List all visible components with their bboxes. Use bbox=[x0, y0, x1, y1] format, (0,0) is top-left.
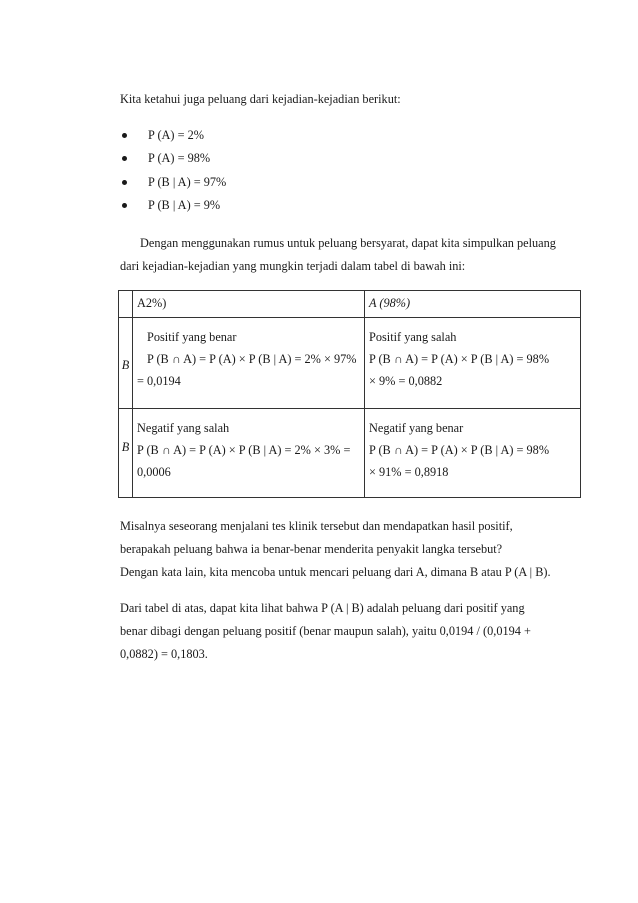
paragraph-answer bbox=[120, 597, 580, 666]
table-header-cell: A (98%) bbox=[365, 291, 581, 318]
table-row bbox=[119, 409, 581, 498]
list-item: P (A) = 98% bbox=[120, 151, 226, 174]
paragraph-line: berapakah peluang bahwa ia benar-benar menderita penyakit langka tersebut? bbox=[120, 542, 503, 556]
probability-list bbox=[120, 128, 226, 222]
paragraph-line: Dengan kata lain, kita mencoba untuk mencari peluang dari A, dimana B atau P (A | B). bbox=[120, 565, 551, 579]
paragraph-line: Dengan menggunakan rumus untuk peluang bersyarat, dapat kita simpulkan peluang bbox=[140, 236, 556, 250]
paragraph-line: 0,0882) = 0,1803. bbox=[120, 647, 208, 661]
cell-title: Negatif yang salah bbox=[137, 421, 230, 435]
cell-result: × 9% = 0,0882 bbox=[369, 374, 443, 388]
table-cell bbox=[365, 318, 581, 409]
table-cell bbox=[133, 318, 365, 409]
paragraph-line: dari kejadian-kejadian yang mungkin terjadi dalam tabel di bawah ini: bbox=[120, 259, 466, 273]
row-label-cell: B bbox=[119, 318, 133, 409]
list-item: P (A) = 2% bbox=[120, 128, 226, 151]
row-label-cell: B bbox=[119, 409, 133, 498]
table-cell bbox=[133, 409, 365, 498]
paragraph-line: benar dibagi dengan peluang positif (benar maupun salah), yaitu 0,0194 / (0,0194 + bbox=[120, 624, 531, 638]
probability-table bbox=[118, 290, 581, 498]
bullet-icon bbox=[122, 156, 127, 161]
table-row bbox=[119, 318, 581, 409]
cell-formula: P (B ∩ A) = P (A) × P (B | A) = 98% bbox=[369, 443, 550, 457]
table-header-row bbox=[119, 291, 581, 318]
list-item: P (B | A) = 97% bbox=[120, 175, 226, 198]
cell-title: Positif yang benar bbox=[147, 330, 237, 344]
bullet-icon bbox=[122, 203, 127, 208]
list-item: P (B | A) = 9% bbox=[120, 198, 226, 221]
table-corner-cell bbox=[119, 291, 133, 318]
paragraph-line: Dari tabel di atas, dapat kita lihat bahwa P (A | B) adalah peluang dari positif yang bbox=[120, 601, 525, 615]
paragraph-line: Misalnya seseorang menjalani tes klinik tersebut dan mendapatkan hasil positif, bbox=[120, 519, 513, 533]
table-header-cell: A2%) bbox=[133, 291, 365, 318]
cell-title: Negatif yang benar bbox=[369, 421, 464, 435]
bullet-icon bbox=[122, 180, 127, 185]
cell-result: × 91% = 0,8918 bbox=[369, 465, 449, 479]
cell-formula: P (B ∩ A) = P (A) × P (B | A) = 2% × 3% = bbox=[137, 443, 351, 457]
paragraph-question bbox=[120, 515, 580, 584]
table-cell bbox=[365, 409, 581, 498]
bullet-icon bbox=[122, 133, 127, 138]
cell-title: Positif yang salah bbox=[369, 330, 457, 344]
cell-result: = 0,0194 bbox=[137, 374, 181, 388]
cell-formula: P (B ∩ A) = P (A) × P (B | A) = 98% bbox=[369, 352, 550, 366]
intro-text: Kita ketahui juga peluang dari kejadian-kejadian berikut: bbox=[120, 92, 401, 106]
paragraph-conditional bbox=[120, 232, 580, 278]
cell-result: 0,0006 bbox=[137, 465, 171, 479]
cell-formula: P (B ∩ A) = P (A) × P (B | A) = 2% × 97% bbox=[147, 352, 357, 366]
